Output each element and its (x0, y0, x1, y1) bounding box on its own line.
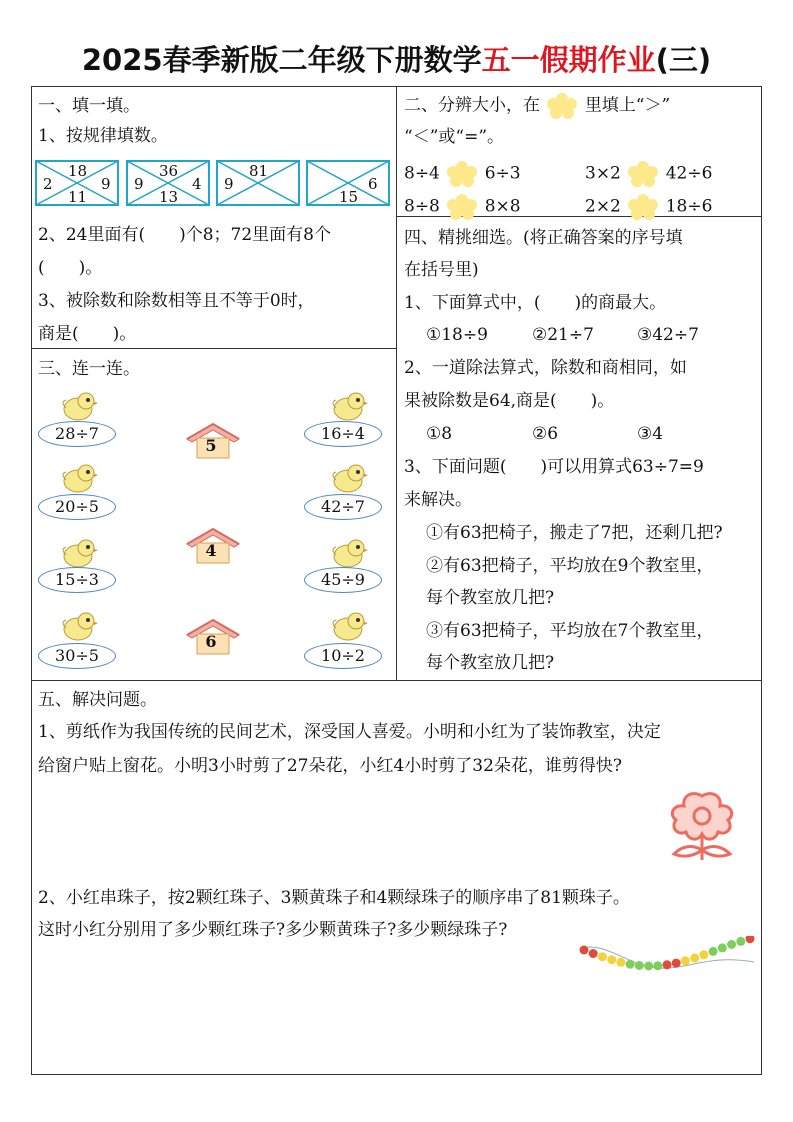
compare-expr: 2×2 (585, 196, 621, 217)
bead (699, 950, 708, 959)
bead (616, 958, 625, 967)
flower-answer-box[interactable] (445, 159, 479, 189)
section4-q1-opt[interactable]: ②21÷7 (532, 325, 594, 345)
chick-icon (58, 537, 98, 569)
section4-q3-opt1[interactable]: ①有63把椅子，搬走了7把，还剩几把? (426, 523, 723, 543)
divider-bottom (31, 680, 762, 681)
bead (644, 962, 653, 971)
bead (672, 959, 681, 968)
box2-bottom: 13 (159, 188, 179, 206)
bead (580, 946, 589, 955)
house-answer[interactable] (185, 618, 241, 656)
box4-bottom: 15 (339, 188, 359, 206)
house-answer[interactable] (185, 422, 241, 460)
flower-answer-box[interactable] (626, 159, 660, 189)
section4-q2-line2: 果被除数是64,商是( )。 (404, 391, 615, 411)
bead (727, 940, 736, 949)
section2-heading-line2: “＜”或“=”。 (404, 127, 505, 147)
section1-q3-line2: 商是( )。 (38, 324, 137, 344)
compare-expr: 42÷6 (665, 163, 713, 184)
chick-icon (328, 610, 368, 642)
bead (718, 943, 727, 952)
division-left[interactable]: 20÷5 (38, 494, 116, 520)
section5-p1-line2: 给窗户贴上窗花。小明3小时剪了27朵花，小红4小时剪了32朵花，谁剪得快? (38, 756, 623, 776)
section4-q3-opt3[interactable]: ③有63把椅子，平均放在7个教室里， (426, 621, 714, 641)
bead (607, 955, 616, 964)
section5-p2-line1: 2、小红串珠子，按2颗红珠子、3颗黄珠子和4颗绿珠子的顺序串了81颗珠子。 (38, 888, 630, 908)
box1-left: 2 (43, 175, 53, 193)
division-right[interactable]: 45÷9 (304, 567, 382, 593)
chick-icon (58, 462, 98, 494)
compare-row-1b (585, 159, 712, 189)
section5-p1-line1: 1、剪纸作为我国传统的民间艺术，深受国人喜爱。小明和小红为了装饰教室，决定 (38, 722, 661, 742)
compare-expr: 8÷8 (404, 196, 440, 217)
section1-q2-line2: ( )。 (38, 258, 103, 278)
section2-heading (404, 93, 670, 119)
pattern-box-3 (216, 160, 300, 206)
chick-icon (58, 390, 98, 422)
compare-expr: 3×2 (585, 163, 621, 184)
section4-heading-line2: 在括号里) (404, 260, 479, 280)
division-left[interactable]: 28÷7 (38, 421, 116, 447)
bead (736, 937, 745, 946)
section3-heading: 三、连一连。 (38, 359, 140, 379)
pattern-box-1 (35, 160, 119, 206)
chick-icon (328, 462, 368, 494)
section1-q2-line1: 2、24里面有( )个8；72里面有8个 (38, 225, 331, 245)
box2-left: 9 (134, 175, 144, 193)
paper-cut-flower-icon (662, 788, 742, 864)
section1-heading: 一、填一填。 (38, 96, 140, 116)
section1-q3-line1: 3、被除数和除数相等且不等于0时， (38, 291, 315, 311)
house-answer[interactable] (185, 527, 241, 565)
compare-expr: 8×8 (484, 196, 521, 217)
bead (690, 954, 699, 963)
section4-q1-opt[interactable]: ③42÷7 (637, 325, 699, 345)
bead-string-icon (578, 936, 756, 978)
section1-q1: 1、按规律填数。 (38, 126, 168, 146)
compare-row-2 (404, 192, 521, 222)
house-number: 4 (205, 541, 217, 560)
flower-answer-box[interactable] (445, 192, 479, 222)
section4-q1: 1、下面算式中，( )的商最大。 (404, 293, 667, 313)
section4-q3-line2: 来解决。 (404, 490, 472, 510)
division-right[interactable]: 42÷7 (304, 494, 382, 520)
chick-icon (328, 390, 368, 422)
pattern-box-2 (126, 160, 210, 206)
section4-q3-opt2[interactable]: ②有63把椅子，平均放在9个教室里， (426, 556, 714, 576)
box2-right: 4 (192, 175, 202, 193)
division-left[interactable]: 30÷5 (38, 643, 116, 669)
section4-q2-opt[interactable]: ③4 (637, 424, 664, 444)
bead (626, 960, 635, 969)
box1-bottom: 11 (68, 188, 88, 206)
house-number: 5 (205, 436, 217, 455)
bead (709, 947, 718, 956)
chick-icon (328, 537, 368, 569)
box1-top: 18 (68, 162, 88, 180)
box1-right: 9 (101, 175, 111, 193)
box4-right: 6 (368, 175, 378, 193)
bead (681, 956, 690, 965)
bead (589, 949, 598, 958)
section4-heading-line1: 四、精挑细选。(将正确答案的序号填 (404, 228, 683, 248)
bead (746, 936, 755, 943)
compare-expr: 6÷3 (484, 163, 521, 184)
page-title: 2025春季新版二年级下册数学五一假期作业(三) (81, 43, 712, 77)
bead (598, 952, 607, 961)
bead (653, 961, 662, 970)
section2-heading-b: 里填上“＞” (584, 95, 671, 116)
division-right[interactable]: 10÷2 (304, 643, 382, 669)
flower-answer-box[interactable] (626, 192, 660, 222)
bead (663, 960, 672, 969)
division-left[interactable]: 15÷3 (38, 567, 116, 593)
compare-row-1 (404, 159, 521, 189)
section4-q2-opt[interactable]: ②6 (532, 424, 559, 444)
house-number: 6 (205, 632, 217, 651)
section2-heading-a: 二、分辨大小，在 (404, 95, 540, 116)
section5-p2-line2: 这时小红分别用了多少颗红珠子?多少颗黄珠子?多少颗绿珠子? (38, 920, 508, 940)
chick-icon (58, 610, 98, 642)
section4-q2-opt[interactable]: ①8 (426, 424, 453, 444)
bead (635, 961, 644, 970)
box3-top: 81 (249, 162, 269, 180)
box2-top: 36 (159, 162, 179, 180)
box3-left: 9 (224, 175, 234, 193)
compare-expr: 8÷4 (404, 163, 440, 184)
pattern-box-4 (306, 160, 390, 206)
section5-heading: 五、解决问题。 (38, 690, 157, 710)
section4-q3-opt2-cont: 每个教室放几把? (426, 588, 555, 608)
flower-icon (545, 93, 579, 119)
compare-row-2b (585, 192, 712, 222)
section4-q3-line1: 3、下面问题( )可以用算式63÷7=9 (404, 457, 704, 477)
column-divider (396, 86, 397, 680)
section4-q1-opt[interactable]: ①18÷9 (426, 325, 488, 345)
compare-expr: 18÷6 (665, 196, 713, 217)
division-right[interactable]: 16÷4 (304, 421, 382, 447)
section4-q3-opt3-cont: 每个教室放几把? (426, 653, 555, 673)
section4-q2-line1: 2、一道除法算式，除数和商相同，如 (404, 358, 687, 378)
